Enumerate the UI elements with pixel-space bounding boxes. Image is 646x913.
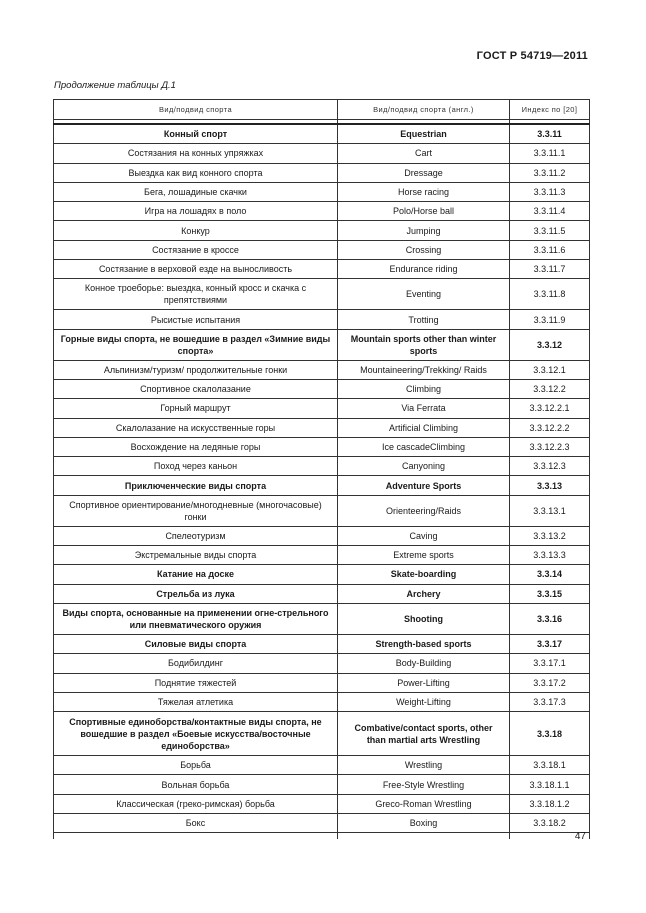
cell-index: 3.3.12.1	[510, 360, 590, 379]
cell-index: 3.3.13.2	[510, 526, 590, 545]
cell-index: 3.3.18.1.1	[510, 775, 590, 794]
cell-sport-en: Endurance riding	[338, 260, 510, 279]
cell-index: 3.3.16	[510, 603, 590, 634]
cell-sport-en: Horse racing	[338, 182, 510, 201]
table-row	[54, 756, 590, 775]
cell-index: 3.3.11.1	[510, 144, 590, 163]
cell-sport-ru: Игра на лошадях в поло	[54, 202, 338, 221]
table-row	[54, 379, 590, 398]
column-header-sport-en: Вид/подвид спорта (англ.)	[338, 100, 510, 120]
table-row	[54, 495, 590, 526]
cell-sport-ru: Конный спорт	[54, 124, 338, 144]
cell-index: 3.3.18.1	[510, 756, 590, 775]
table-row	[54, 775, 590, 794]
cell-sport-ru: Спортивное ориентирование/многодневные (многочасовые) гонки	[54, 495, 338, 526]
cell-sport-ru: Состязание в кроссе	[54, 240, 338, 259]
cell-index: 3.3.11.9	[510, 310, 590, 329]
standard-designation: ГОСТ Р 54719—2011	[476, 50, 588, 62]
cell-sport-ru: Состязания на конных упряжках	[54, 144, 338, 163]
cell-sport-en: Wrestling	[338, 756, 510, 775]
cell-sport-ru: Бокс	[54, 814, 338, 833]
cell-index: 3.3.13.3	[510, 546, 590, 565]
cell-index: 3.3.11.4	[510, 202, 590, 221]
cell-sport-ru: Вольная борьба	[54, 775, 338, 794]
cell-index: 3.3.12.2.2	[510, 418, 590, 437]
cell-sport-en: Combative/contact sports, other than martial arts Wrestling	[338, 712, 510, 756]
cell-index: 3.3.11.2	[510, 163, 590, 182]
table-row	[54, 565, 590, 584]
cell-index: 3.3.15	[510, 584, 590, 603]
cell-index: 3.3.13	[510, 476, 590, 495]
cell-sport-ru: Поднятие тяжестей	[54, 673, 338, 692]
cell-sport-en: Dressage	[338, 163, 510, 182]
cell-index: 3.3.12	[510, 329, 590, 360]
cell-index: 3.3.12.2	[510, 379, 590, 398]
cell-sport-ru: Стрельба из лука	[54, 584, 338, 603]
cell-sport-ru: Приключенческие виды спорта	[54, 476, 338, 495]
cell-sport-ru: Бодибилдинг	[54, 654, 338, 673]
cell-sport-en: Mountaineering/Trekking/ Raids	[338, 360, 510, 379]
cell-sport-en: Extreme sports	[338, 546, 510, 565]
cell-sport-ru: Виды спорта, основанные на применении огне-стрельного или пневматического оружия	[54, 603, 338, 634]
cell-sport-en: Orienteering/Raids	[338, 495, 510, 526]
cell-index: 3.3.17.1	[510, 654, 590, 673]
cell-sport-ru: Альпинизм/туризм/ продолжительные гонки	[54, 360, 338, 379]
cell-sport-en: Artificial Climbing	[338, 418, 510, 437]
cell-sport-en: Greco-Roman Wrestling	[338, 794, 510, 813]
cell-sport-en: Polo/Horse ball	[338, 202, 510, 221]
table-row	[54, 182, 590, 201]
table-row	[54, 279, 590, 310]
cell-index: 3.3.12.2.3	[510, 437, 590, 456]
cell-index: 3.3.12.2.1	[510, 399, 590, 418]
cell-sport-en: Caving	[338, 526, 510, 545]
cell-index: 3.3.18.1.2	[510, 794, 590, 813]
cell-sport-ru: Скалолазание на искусственные горы	[54, 418, 338, 437]
cell-sport-ru: Конкур	[54, 221, 338, 240]
table-continuation-row	[54, 833, 590, 840]
table-row	[54, 584, 590, 603]
table-row	[54, 634, 590, 653]
cell-sport-en: Via Ferrata	[338, 399, 510, 418]
cell-index: 3.3.11.5	[510, 221, 590, 240]
cell-sport-ru: Бега, лошадиные скачки	[54, 182, 338, 201]
cell-index: 3.3.17	[510, 634, 590, 653]
table-row	[54, 603, 590, 634]
cell-sport-ru: Выездка как вид конного спорта	[54, 163, 338, 182]
table-row	[54, 260, 590, 279]
cell-sport-ru: Катание на доске	[54, 565, 338, 584]
cell-sport-en: Shooting	[338, 603, 510, 634]
table-row	[54, 399, 590, 418]
table-row	[54, 794, 590, 813]
cell-sport-en: Equestrian	[338, 124, 510, 144]
cell-sport-ru: Тяжелая атлетика	[54, 692, 338, 711]
cell-sport-ru: Горные виды спорта, не вошедшие в раздел «Зимние виды спорта»	[54, 329, 338, 360]
cell-sport-en: Power-Lifting	[338, 673, 510, 692]
table-row	[54, 163, 590, 182]
cell-index: 3.3.14	[510, 565, 590, 584]
table-row	[54, 457, 590, 476]
cell-sport-ru: Поход через каньон	[54, 457, 338, 476]
table-row	[54, 692, 590, 711]
cell-sport-en: Body-Building	[338, 654, 510, 673]
table-row	[54, 712, 590, 756]
cell-sport-ru: Борьба	[54, 756, 338, 775]
table-row	[54, 526, 590, 545]
cell-sport-ru: Конное троеборье: выездка, конный кросс и скачка с препятствиями	[54, 279, 338, 310]
table-row	[54, 202, 590, 221]
cell-sport-en: Crossing	[338, 240, 510, 259]
table-row	[54, 673, 590, 692]
cell-sport-en: Jumping	[338, 221, 510, 240]
cell-sport-ru: Состязание в верховой езде на выносливость	[54, 260, 338, 279]
cell-sport-en: Mountain sports other than winter sports	[338, 329, 510, 360]
table-row	[54, 329, 590, 360]
cell-sport-en: Adventure Sports	[338, 476, 510, 495]
cell-sport-ru: Рысистые испытания	[54, 310, 338, 329]
table-row	[54, 546, 590, 565]
table-row	[54, 814, 590, 833]
cell-sport-ru: Спортивные единоборства/контактные виды спорта, не вошедшие в раздел «Боевые искусства/восточные единоборства»	[54, 712, 338, 756]
cell-sport-ru: Горный маршрут	[54, 399, 338, 418]
cell-index: 3.3.11.7	[510, 260, 590, 279]
cell-sport-en: Trotting	[338, 310, 510, 329]
cell-sport-en: Ice cascadeClimbing	[338, 437, 510, 456]
cell-sport-en: Eventing	[338, 279, 510, 310]
cell-sport-ru: Спелеотуризм	[54, 526, 338, 545]
column-header-sport-ru: Вид/подвид спорта	[54, 100, 338, 120]
cell-sport-en: Canyoning	[338, 457, 510, 476]
table-row	[54, 221, 590, 240]
cell-index: 3.3.17.2	[510, 673, 590, 692]
table-row	[54, 418, 590, 437]
cell-sport-ru: Силовые виды спорта	[54, 634, 338, 653]
cell-index: 3.3.12.3	[510, 457, 590, 476]
table-row	[54, 437, 590, 456]
table-row	[54, 654, 590, 673]
table-header-row	[54, 100, 590, 120]
table-row	[54, 124, 590, 144]
cell-index: 3.3.11.3	[510, 182, 590, 201]
table-row	[54, 240, 590, 259]
cell-sport-en: Archery	[338, 584, 510, 603]
cell-sport-ru: Спортивное скалолазание	[54, 379, 338, 398]
cell-index: 3.3.13.1	[510, 495, 590, 526]
cell-sport-en: Free-Style Wrestling	[338, 775, 510, 794]
cell-sport-ru: Экстремальные виды спорта	[54, 546, 338, 565]
cell-index: 3.3.11	[510, 124, 590, 144]
table-row	[54, 476, 590, 495]
cell-index: 3.3.18.2	[510, 814, 590, 833]
page-number: 47	[574, 831, 586, 842]
cell-sport-en: Skate-boarding	[338, 565, 510, 584]
cell-sport-en: Boxing	[338, 814, 510, 833]
table-row	[54, 310, 590, 329]
column-header-index: Индекс по [20]	[510, 100, 590, 120]
sports-index-table	[53, 99, 590, 839]
cell-index: 3.3.11.8	[510, 279, 590, 310]
table-row	[54, 360, 590, 379]
cell-sport-en: Climbing	[338, 379, 510, 398]
table-caption: Продолжение таблицы Д.1	[54, 80, 176, 91]
cell-sport-en: Cart	[338, 144, 510, 163]
cell-sport-en: Strength-based sports	[338, 634, 510, 653]
cell-index: 3.3.18	[510, 712, 590, 756]
cell-index: 3.3.17.3	[510, 692, 590, 711]
cell-index: 3.3.11.6	[510, 240, 590, 259]
table-row	[54, 144, 590, 163]
cell-sport-ru: Восхождение на ледяные горы	[54, 437, 338, 456]
cell-sport-en: Weight-Lifting	[338, 692, 510, 711]
cell-sport-ru: Классическая (греко-римская) борьба	[54, 794, 338, 813]
